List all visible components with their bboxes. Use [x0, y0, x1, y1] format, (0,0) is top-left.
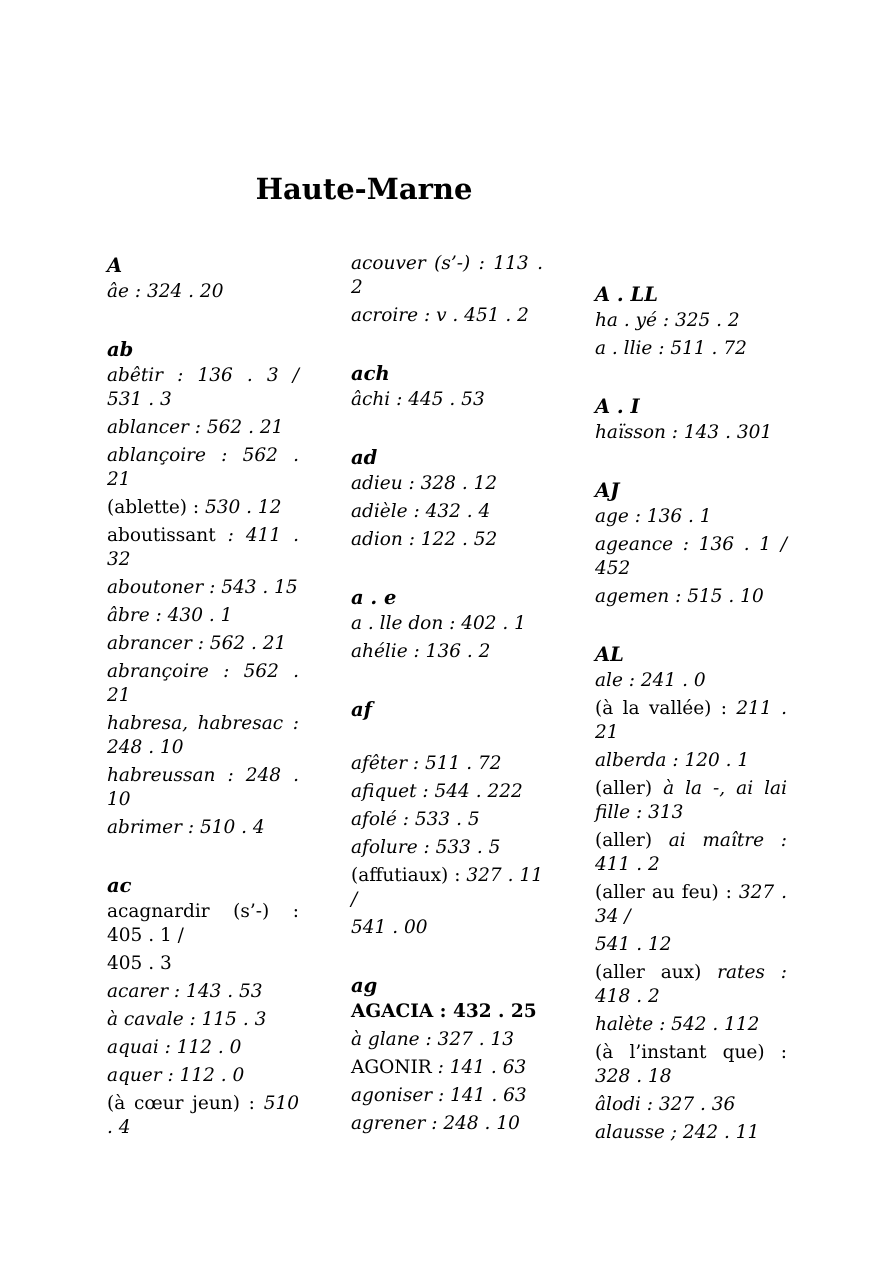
index-entry [595, 585, 787, 609]
section-heading: A [107, 254, 123, 277]
index-entry [595, 749, 787, 773]
entry-text: à la -, ai lai fille : 313 [595, 778, 787, 823]
index-entry [107, 712, 299, 760]
index-entry [595, 1041, 787, 1089]
entry-text: 328 . 18 [595, 1066, 672, 1087]
entry-text: agrener : 248 . 10 [351, 1113, 520, 1134]
entry-text: aboutissant [107, 525, 228, 546]
index-entry [107, 900, 299, 948]
section-spacer [595, 613, 787, 641]
section-heading: af [351, 698, 373, 721]
index-entry [351, 864, 543, 912]
entry-text: adièle : 432 . 4 [351, 501, 491, 522]
section-spacer [351, 668, 543, 696]
entry-text: haïsson : 143 . 301 [595, 422, 773, 443]
index-entry [351, 528, 543, 552]
entry-text: : 141 . 63 [437, 1057, 527, 1078]
entry-text: habreussan : 248 . 10 [107, 765, 299, 810]
section-spacer [107, 308, 299, 336]
entry-text: ha . yé : 325 . 2 [595, 310, 740, 331]
index-entry [595, 777, 787, 825]
entry-text: (aller aux) [595, 962, 718, 983]
entry-text: 327 . 11 / [351, 865, 543, 910]
entry-text: 541 . 12 [595, 934, 672, 955]
index-entry [107, 1092, 299, 1140]
index-column-1 [107, 252, 299, 1144]
entry-text: (aller au feu) : [595, 882, 739, 903]
section-spacer [107, 844, 299, 872]
index-entry [595, 1013, 787, 1037]
entry-text: : 411 . 32 [107, 525, 299, 570]
index-entry [107, 496, 299, 520]
section-spacer [351, 724, 543, 752]
entry-text: 211 . 21 [595, 698, 787, 743]
index-entry [351, 1112, 543, 1136]
index-entry [107, 280, 299, 304]
index-entry [595, 1093, 787, 1117]
index-entry [595, 697, 787, 745]
entry-text: (à cœur jeun) : [107, 1093, 264, 1114]
index-entry [107, 576, 299, 600]
index-entry [107, 764, 299, 812]
index-entry [107, 980, 299, 1004]
index-entry [351, 780, 543, 804]
section-spacer [351, 944, 543, 972]
index-entry [351, 472, 543, 496]
section-heading: a . e [351, 586, 397, 609]
index-entry [351, 388, 543, 412]
index-entry [351, 752, 543, 776]
entry-text: acarer : 143 . 53 [107, 981, 263, 1002]
entry-text: abrancer : 562 . 21 [107, 633, 287, 654]
index-entry [351, 640, 543, 664]
entry-text: afolure : 533 . 5 [351, 837, 501, 858]
section-heading: A . I [595, 395, 640, 418]
index-entry [107, 604, 299, 628]
index-entry [595, 961, 787, 1009]
entry-text: (affutiaux) : [351, 865, 467, 886]
index-entry [351, 500, 543, 524]
entry-text: aboutoner : 543 . 15 [107, 577, 298, 598]
entry-text: aquai : 112 . 0 [107, 1037, 242, 1058]
entry-text: à cavale : 115 . 3 [107, 1009, 267, 1030]
index-entry [107, 952, 299, 976]
index-entry [351, 304, 543, 328]
entry-text: (aller) [595, 830, 669, 851]
index-entry [351, 808, 543, 832]
index-entry [107, 524, 299, 572]
section-heading: ad [351, 446, 378, 469]
entry-text: rates : 418 . 2 [595, 962, 787, 1007]
entry-text: habresa, habresac : 248 . 10 [107, 713, 299, 758]
index-entry [351, 836, 543, 860]
entry-text: abrançoire : 562 . 21 [107, 661, 299, 706]
entry-text: (ablette) : [107, 497, 205, 518]
entry-text: AGACIA : 432 . 25 [351, 1001, 537, 1022]
entry-text: AGONIR [351, 1057, 438, 1078]
entry-text: acroire : v . 451 . 2 [351, 305, 529, 326]
entry-text: 510 . 4 [107, 1093, 299, 1138]
entry-text: ablancer : 562 . 21 [107, 417, 284, 438]
entry-text: (aller) [595, 778, 664, 799]
entry-text: (à l’instant que) : [595, 1042, 787, 1063]
section-heading: ach [351, 362, 390, 385]
entry-text: à glane : 327 . 13 [351, 1029, 515, 1050]
index-entry [595, 533, 787, 581]
index-entry [595, 881, 787, 929]
section-heading: ab [107, 338, 134, 361]
entry-text: aquer : 112 . 0 [107, 1065, 245, 1086]
entry-text: âbre : 430 . 1 [107, 605, 233, 626]
entry-text: ageance : 136 . 1 / 452 [595, 534, 787, 579]
entry-text: age : 136 . 1 [595, 506, 712, 527]
section-heading: ag [351, 974, 378, 997]
entry-text: acagnardir (s’-) : 405 . 1 / [107, 901, 299, 946]
page-title: Haute-Marne [255, 172, 473, 206]
section-spacer [351, 556, 543, 584]
entry-text: a . llie : 511 . 72 [595, 338, 747, 359]
section-heading: ac [107, 874, 132, 897]
index-entry [595, 505, 787, 529]
entry-text: ahélie : 136 . 2 [351, 641, 491, 662]
entry-text: 405 . 3 [107, 953, 172, 974]
index-entry [107, 632, 299, 656]
entry-text: ablançoire : 562 . 21 [107, 445, 299, 490]
entry-text: adieu : 328 . 12 [351, 473, 498, 494]
index-entry [107, 416, 299, 440]
section-spacer [595, 449, 787, 477]
entry-text: afêter : 511 . 72 [351, 753, 502, 774]
index-entry [351, 612, 543, 636]
index-entry [107, 444, 299, 492]
entry-text: ai maître : 411 . 2 [595, 830, 787, 875]
entry-text: (à la vallée) : [595, 698, 737, 719]
entry-text: agoniser : 141 . 63 [351, 1085, 527, 1106]
index-entry [351, 252, 543, 300]
index-entry [107, 660, 299, 708]
index-entry [595, 669, 787, 693]
entry-text: adion : 122 . 52 [351, 529, 498, 550]
index-entry [351, 1056, 543, 1080]
index-entry [351, 1000, 543, 1024]
index-entry [351, 1028, 543, 1052]
entry-text: alberda : 120 . 1 [595, 750, 750, 771]
section-spacer [351, 332, 543, 360]
entry-text: 541 . 00 [351, 917, 428, 938]
index-entry [595, 337, 787, 361]
index-column-3 [595, 281, 787, 1149]
entry-text: halète : 542 . 112 [595, 1014, 760, 1035]
entry-text: 327 . 34 / [595, 882, 788, 927]
index-entry [595, 309, 787, 333]
section-spacer [595, 365, 787, 393]
entry-text: ale : 241 . 0 [595, 670, 706, 691]
index-entry [595, 1121, 787, 1145]
index-entry [351, 916, 543, 940]
entry-text: âe : 324 . 20 [107, 281, 224, 302]
entry-text: afolé : 533 . 5 [351, 809, 480, 830]
entry-text: 530 . 12 [204, 497, 282, 518]
index-entry [107, 816, 299, 840]
index-entry [351, 1084, 543, 1108]
entry-text: agemen : 515 . 10 [595, 586, 764, 607]
index-entry [595, 829, 787, 877]
index-column-2 [351, 252, 543, 1140]
entry-text: abrimer : 510 . 4 [107, 817, 265, 838]
entry-text: âlodi : 327 . 36 [595, 1094, 736, 1115]
section-spacer [351, 416, 543, 444]
index-entry [107, 1008, 299, 1032]
index-entry [107, 1064, 299, 1088]
section-heading: AJ [595, 479, 620, 502]
index-entry [595, 933, 787, 957]
index-entry [107, 1036, 299, 1060]
index-entry [107, 364, 299, 412]
entry-text: abêtir : 136 . 3 / 531 . 3 [107, 365, 299, 410]
entry-text: âchi : 445 . 53 [351, 389, 485, 410]
entry-text: a . lle don : 402 . 1 [351, 613, 526, 634]
index-entry [595, 421, 787, 445]
entry-text: afiquet : 544 . 222 [351, 781, 523, 802]
section-heading: A . LL [595, 283, 658, 306]
entry-text: alausse ; 242 . 11 [595, 1122, 760, 1143]
entry-text: acouver (s’-) : 113 . 2 [351, 253, 543, 298]
section-heading: AL [595, 643, 624, 666]
